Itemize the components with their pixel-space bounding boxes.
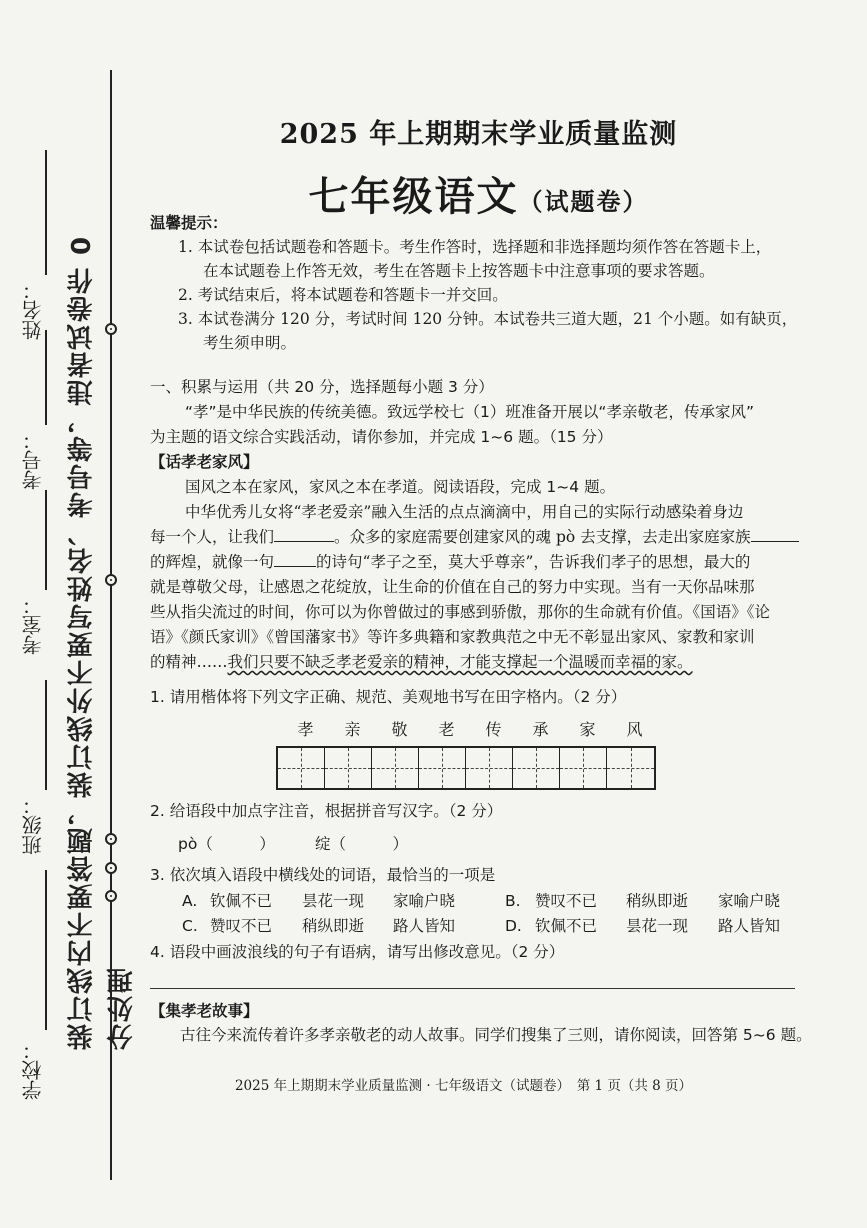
question-2: 2. 给语段中加点字注音，根据拼音写汉字。（2 分） <box>150 802 503 820</box>
option-b-word-1: 赞叹不已 <box>535 892 598 910</box>
wavy-sentence: 我们只要不缺乏孝老爱亲的精神，才能支撑起一个温暖而幸福的家。 <box>227 653 693 671</box>
binding-hole-2 <box>105 574 117 586</box>
grid-cell[interactable] <box>278 748 325 788</box>
option-d-word-2: 昙花一现 <box>626 917 689 935</box>
stories-intro: 古往今来流传着许多孝亲敬老的动人故事。同学们搜集了三则，请你阅读，回答第 5~6 题。 <box>180 1026 812 1044</box>
passage-line-4: 就是尊敬父母，让感恩之花绽放，让生命的价值在自己的努力中实现。当有一天你品味那 <box>150 578 755 596</box>
field-room-label: 考室： <box>21 595 45 655</box>
grid-char-8: 风 <box>626 720 643 739</box>
binding-hole-5 <box>105 890 117 902</box>
binding-hole-4 <box>105 862 117 874</box>
option-c-label: C. <box>182 917 198 935</box>
fill-blank-1 <box>274 527 334 542</box>
passage-line-5: 些从指尖流过的时间，你可以为你曾做过的事感到骄傲，那你的生命就有价值。《国语》《论 <box>150 603 771 621</box>
paper-type: （试题卷） <box>518 187 649 216</box>
field-examno-line <box>45 330 47 425</box>
passage-line-6: 语》《颜氏家训》《曾国藩家书》等许多典籍和家教典范之中无不彰显出家风、家教和家训 <box>150 628 755 646</box>
option-c-word-3: 路人皆知 <box>393 917 456 935</box>
option-b-word-3: 家喻户晓 <box>718 892 781 910</box>
answer-line <box>150 988 795 989</box>
option-a-label: A. <box>182 892 198 910</box>
option-d-word-3: 路人皆知 <box>718 917 781 935</box>
exam-subtitle <box>0 165 867 222</box>
option-d-label: D. <box>505 917 522 935</box>
grid-cell[interactable] <box>325 748 372 788</box>
option-a-word-3: 家喻户晓 <box>393 892 456 910</box>
q2-pinyin: pò（ ） <box>178 835 275 853</box>
section-heading: 一、积累与运用（共 20 分，选择题每小题 3 分） <box>150 378 494 396</box>
passage-line-7a: 的精神…… <box>150 653 228 671</box>
notice-item-3: 3. 本试卷满分 120 分，考试时间 120 分钟。本试卷共三道大题，21 个小题。如有缺页， <box>178 310 798 328</box>
passage-line-7 <box>150 651 693 673</box>
subsection-stories: 【集孝老故事】 <box>150 1002 259 1020</box>
grid-cell[interactable] <box>419 748 466 788</box>
subject-title: 七年级语文 <box>308 173 519 220</box>
grid-cell[interactable] <box>607 748 654 788</box>
subsection-family-style: 【话孝老家风】 <box>150 453 259 471</box>
option-b-label: B. <box>505 892 521 910</box>
notice-item-2: 2. 考试结束后，将本试题卷和答题卡一并交回。 <box>178 286 508 304</box>
option-c-word-2: 稍纵即逝 <box>302 917 365 935</box>
passage-line-2b: 。众多的家庭需要创建家风的魂 pò 去支撑，去走出家庭家族 <box>334 528 751 546</box>
grid-char-4: 老 <box>438 720 455 739</box>
passage-line-2a: 每一个人，让我们 <box>150 528 275 546</box>
grid-cell[interactable] <box>560 748 607 788</box>
passage-line-1: 中华优秀儿女将“孝老爱亲”融入生活的点点滴滴中，用自己的实际行动感染着身边 <box>185 503 744 521</box>
reading-intro: 国风之本在家风，家风之本在孝道。阅读语段，完成 1~4 题。 <box>185 478 616 496</box>
section-intro-2: 为主题的语文综合实践活动，请你参加，并完成 1~6 题。（15 分） <box>150 428 613 446</box>
binding-hole-3 <box>105 833 117 845</box>
field-school-label: 学校： <box>21 1040 45 1100</box>
notice-item-3b: 考生须申明。 <box>203 334 297 352</box>
passage-line-3 <box>150 551 750 573</box>
grid-cell[interactable] <box>466 748 513 788</box>
exam-title: 2025 年上期期末学业质量监测 <box>279 119 678 150</box>
fill-blank-2 <box>751 527 799 542</box>
grid-char-5: 传 <box>485 720 502 739</box>
field-class-label: 班级： <box>21 795 45 855</box>
option-c-word-1: 赞叹不已 <box>210 917 273 935</box>
field-room-line <box>45 490 47 590</box>
question-3: 3. 依次填入语段中横线处的词语，最恰当的一项是 <box>150 866 496 884</box>
notice-heading: 温馨提示： <box>150 214 228 232</box>
passage-line-2 <box>150 526 799 548</box>
passage-line-3a: 的辉煌，就像一句 <box>150 553 275 571</box>
option-a-word-1: 钦佩不已 <box>210 892 273 910</box>
option-b-word-2: 稍纵即逝 <box>626 892 689 910</box>
field-school-line <box>45 870 47 1030</box>
grid-char-3: 敬 <box>391 720 408 739</box>
grid-char-6: 承 <box>532 720 549 739</box>
field-examno-label: 考号： <box>21 430 45 490</box>
q2-char: 绽（ ） <box>315 835 409 853</box>
grid-cell[interactable] <box>513 748 560 788</box>
binding-warning: 装订线内不要答题，装订线外不要写姓名、考号等，违者试卷作 0 分处理 <box>67 234 137 1050</box>
grid-cell[interactable] <box>372 748 419 788</box>
section-intro-1: “孝”是中华民族的传统美德。致远学校七（1）班准备开展以“孝亲敬老，传承家风” <box>185 403 754 421</box>
field-class-line <box>45 680 47 790</box>
notice-item-1: 1. 本试卷包括试题卷和答题卡。考生作答时，选择题和非选择题均须作答在答题卡上， <box>178 238 772 256</box>
fill-blank-3 <box>274 552 316 567</box>
question-4: 4. 语段中画波浪线的句子有语病，请写出修改意见。（2 分） <box>150 943 565 961</box>
notice-item-1b: 在本试题卷上作答无效，考生在答题卡上按答题卡中注意事项的要求答题。 <box>203 262 715 280</box>
passage-line-3b: 的诗句“孝子之至，莫大乎尊亲”，告诉我们孝子的思想，最大的 <box>316 553 751 571</box>
page-footer: 2025 年上期期末学业质量监测 · 七年级语文（试题卷） 第 1 页（共 8 页） <box>234 1078 693 1094</box>
option-a-word-2: 昙花一现 <box>302 892 365 910</box>
option-d-word-1: 钦佩不已 <box>535 917 598 935</box>
field-name-label: 姓名： <box>21 280 45 340</box>
grid-char-2: 亲 <box>344 720 361 739</box>
tian-grid <box>276 746 656 790</box>
grid-char-1: 孝 <box>297 720 314 739</box>
grid-char-7: 家 <box>579 720 596 739</box>
question-1: 1. 请用楷体将下列文字正确、规范、美观地书写在田字格内。（2 分） <box>150 688 627 706</box>
binding-hole-1 <box>105 323 117 335</box>
